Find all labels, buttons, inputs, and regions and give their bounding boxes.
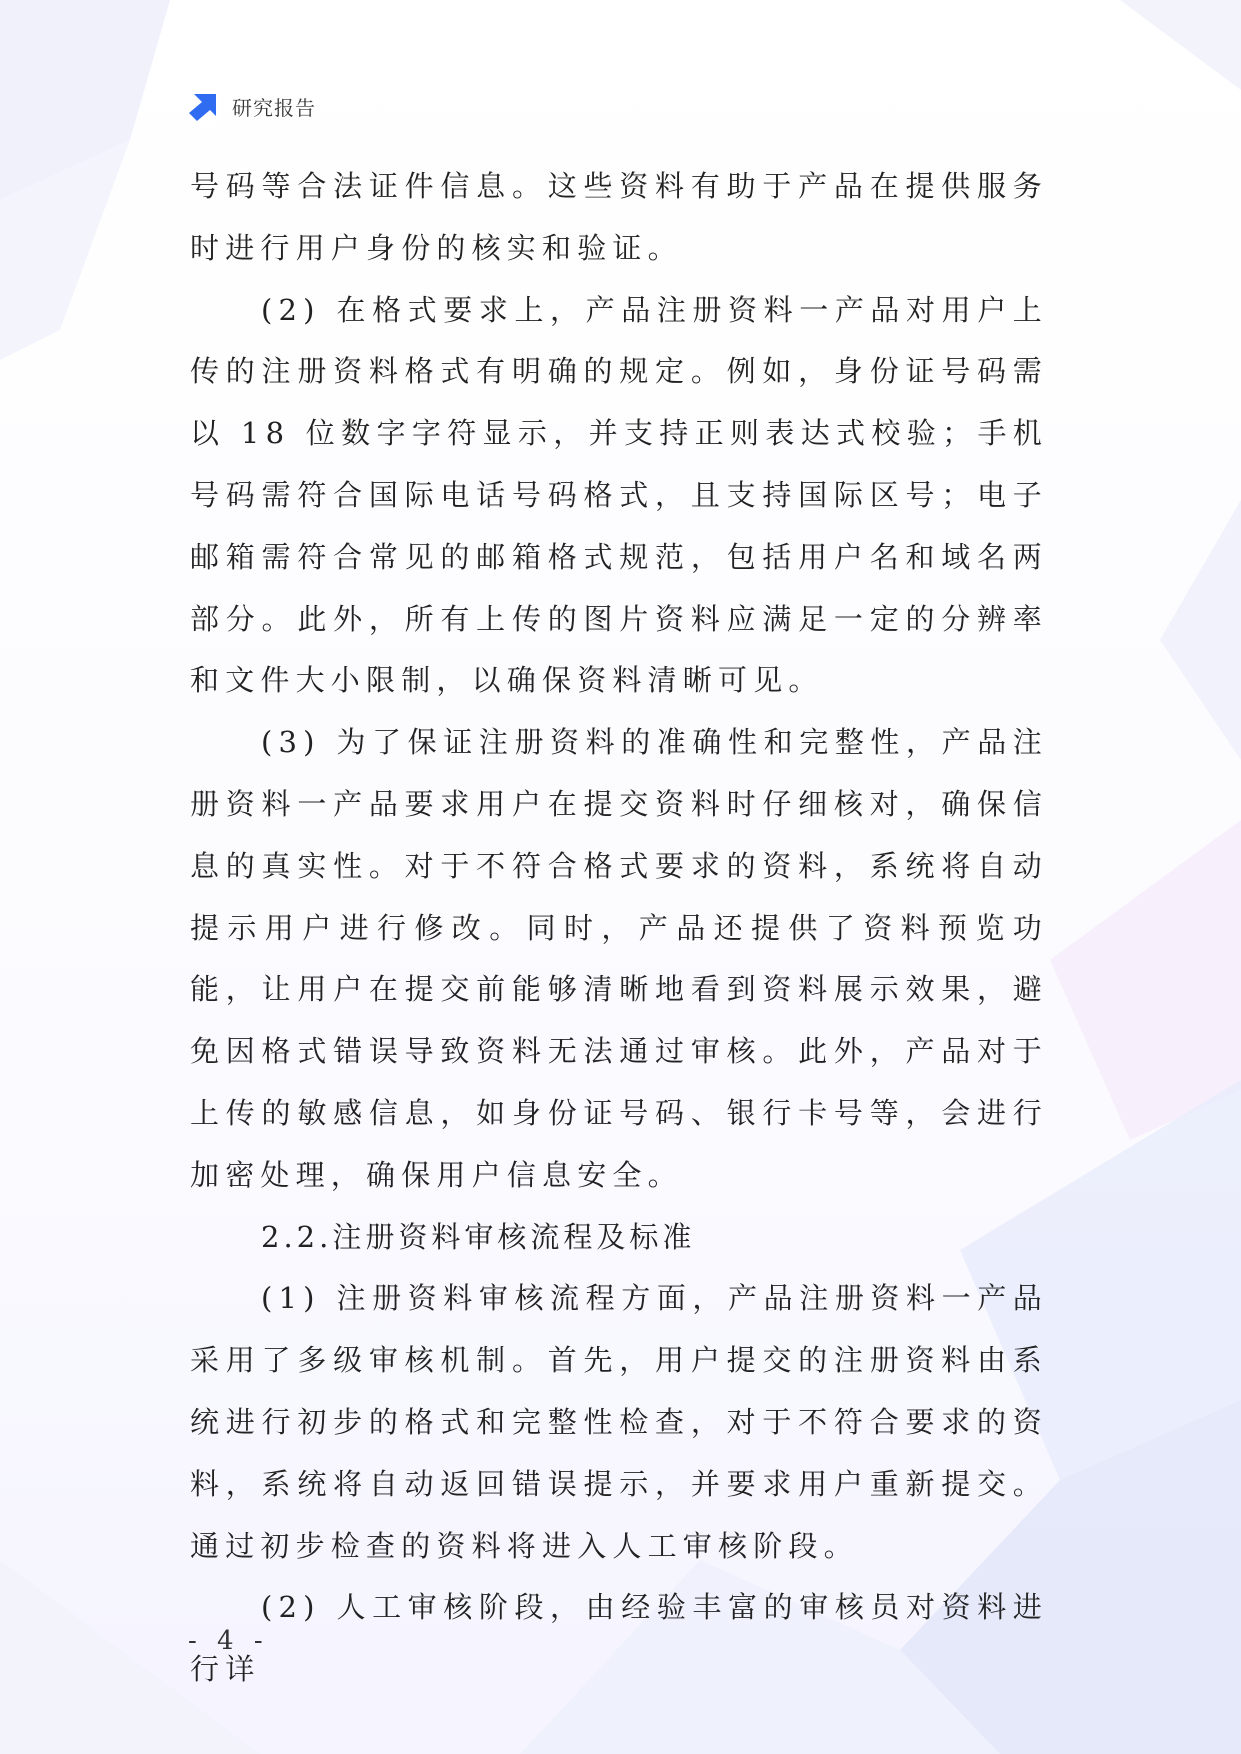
paragraph-continued: 号码等合法证件信息。这些资料有助于产品在提供服务时进行用户身份的核实和验证。 bbox=[190, 169, 1048, 265]
bg-shape-right-glow bbox=[1050, 820, 1241, 1140]
section-heading: 2.2.注册资料审核流程及标准 bbox=[261, 1219, 696, 1254]
paragraph-format-requirements: (2) 在格式要求上，产品注册资料一产品对用户上传的注册资料格式有明确的规定。例如，身份证号码需以 18 位数字字符显示，并支持正则表达式校验；手机号码需符合国际电话号码格式，且支持国际区号；电子邮箱需符合常见的邮箱格式规范，包括用户名和域名两部分。此外，所有上传的图片资料应满足一定的分辨率和文件大小限制，以确保资料清晰可见。 bbox=[190, 292, 1048, 698]
paragraph-review-process: (1) 注册资料审核流程方面，产品注册资料一产品采用了多级审核机制。首先，用户提交的注册资料由系统进行初步的格式和完整性检查，对于不符合要求的资料，系统将自动返回错误提示，并要求用户重新提交。通过初步检查的资料将进入人工审核阶段。 bbox=[190, 1281, 1048, 1563]
bg-shape-top-right bbox=[1120, 0, 1241, 90]
arrow-up-right-icon bbox=[188, 90, 220, 122]
report-header bbox=[188, 90, 316, 122]
document-body bbox=[190, 156, 1048, 1701]
page-number: - 4 - bbox=[188, 1626, 269, 1656]
paragraph-manual-review: (2) 人工审核阶段，由经验丰富的审核员对资料进行详 bbox=[190, 1590, 1048, 1687]
bg-shape-right-mid bbox=[1160, 500, 1241, 760]
paragraph-accuracy: (3) 为了保证注册资料的准确性和完整性，产品注册资料一产品要求用户在提交资料时仔细核对，确保信息的真实性。对于不符合格式要求的资料，系统将自动提示用户进行修改。同时，产品还提供了资料预览功能，让用户在提交前能够清晰地看到资料展示效果，避免因格式错误导致资料无法通过审核。此外，产品对于上传的敏感信息，如身份证号码、银行卡号等，会进行加密处理，确保用户信息安全。 bbox=[190, 725, 1048, 1192]
report-type-label: 研究报告 bbox=[232, 95, 316, 120]
